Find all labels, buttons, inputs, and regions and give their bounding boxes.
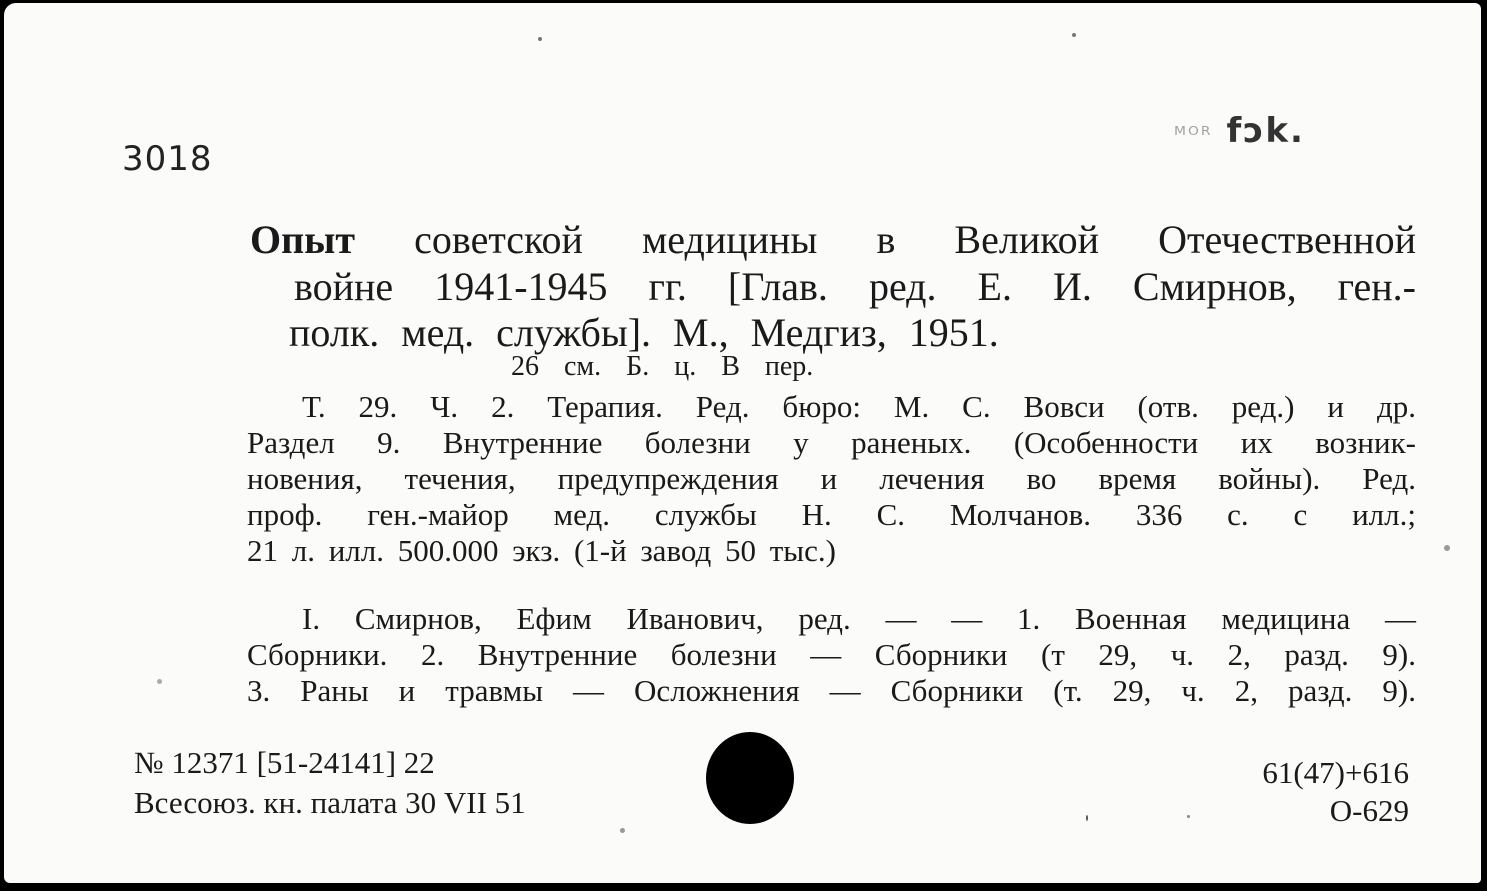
speck (1072, 33, 1076, 37)
subject-line-1: I. Смирнов, Ефим Иванович, ред. — — 1. Военная медицина — (302, 601, 1416, 636)
description-line-2: Раздел 9. Внутренние болезни у раненых. (Особенности их возник- (247, 425, 1416, 460)
speck (620, 828, 625, 833)
subject-line-2: Сборники. 2. Внутренние болезни — Сборники (т 29, ч. 2, разд. 9). (247, 637, 1416, 672)
speck (1187, 815, 1190, 818)
stamp-text: fɔk. (1226, 111, 1305, 151)
speck (538, 37, 542, 41)
title-rest: советской медицины в Великой Отечественной (414, 217, 1416, 262)
author-mark: О-629 (1329, 793, 1409, 828)
subject-line-3: 3. Раны и травмы — Осложнения — Сборники (т. 29, ч. 2, разд. 9). (247, 673, 1416, 708)
title-lead: Опыт (250, 217, 356, 262)
footer-registration: № 12371 [51-24141] 22 (134, 745, 435, 780)
description-line-3: новения, течения, предупреждения и лечения во время войны). Ред. (247, 461, 1416, 496)
speck (157, 679, 162, 684)
classification-code: 61(47)+616 (1262, 755, 1409, 790)
library-stamp (1174, 111, 1305, 151)
footer-chamber: Всесоюз. кн. палата 30 VII 51 (134, 785, 526, 820)
speck (1086, 815, 1088, 821)
title-line-3: полк. мед. службы]. М., Медгиз, 1951. (289, 310, 999, 355)
title-line-2: войне 1941-1945 гг. [Глав. ред. Е. И. Смирнов, ген.- (294, 264, 1416, 309)
punch-hole (706, 732, 794, 824)
description-line-1: Т. 29. Ч. 2. Терапия. Ред. бюро: М. С. Вовси (отв. ред.) и др. (302, 389, 1416, 424)
speck (1444, 545, 1450, 551)
description-line-5: 21 л. илл. 500.000 экз. (1-й завод 50 тыс.) (247, 533, 836, 568)
inventory-number: 3018 (122, 139, 213, 179)
description-line-4: проф. ген.-майор мед. службы Н. С. Молчанов. 336 с. с илл.; (247, 497, 1416, 532)
format-line: 26 см. Б. ц. В пер. (511, 351, 814, 382)
stamp-faint-text: ᴹᴼᴿ (1174, 123, 1213, 148)
catalog-card (4, 3, 1481, 883)
title-line-1 (250, 217, 1416, 263)
